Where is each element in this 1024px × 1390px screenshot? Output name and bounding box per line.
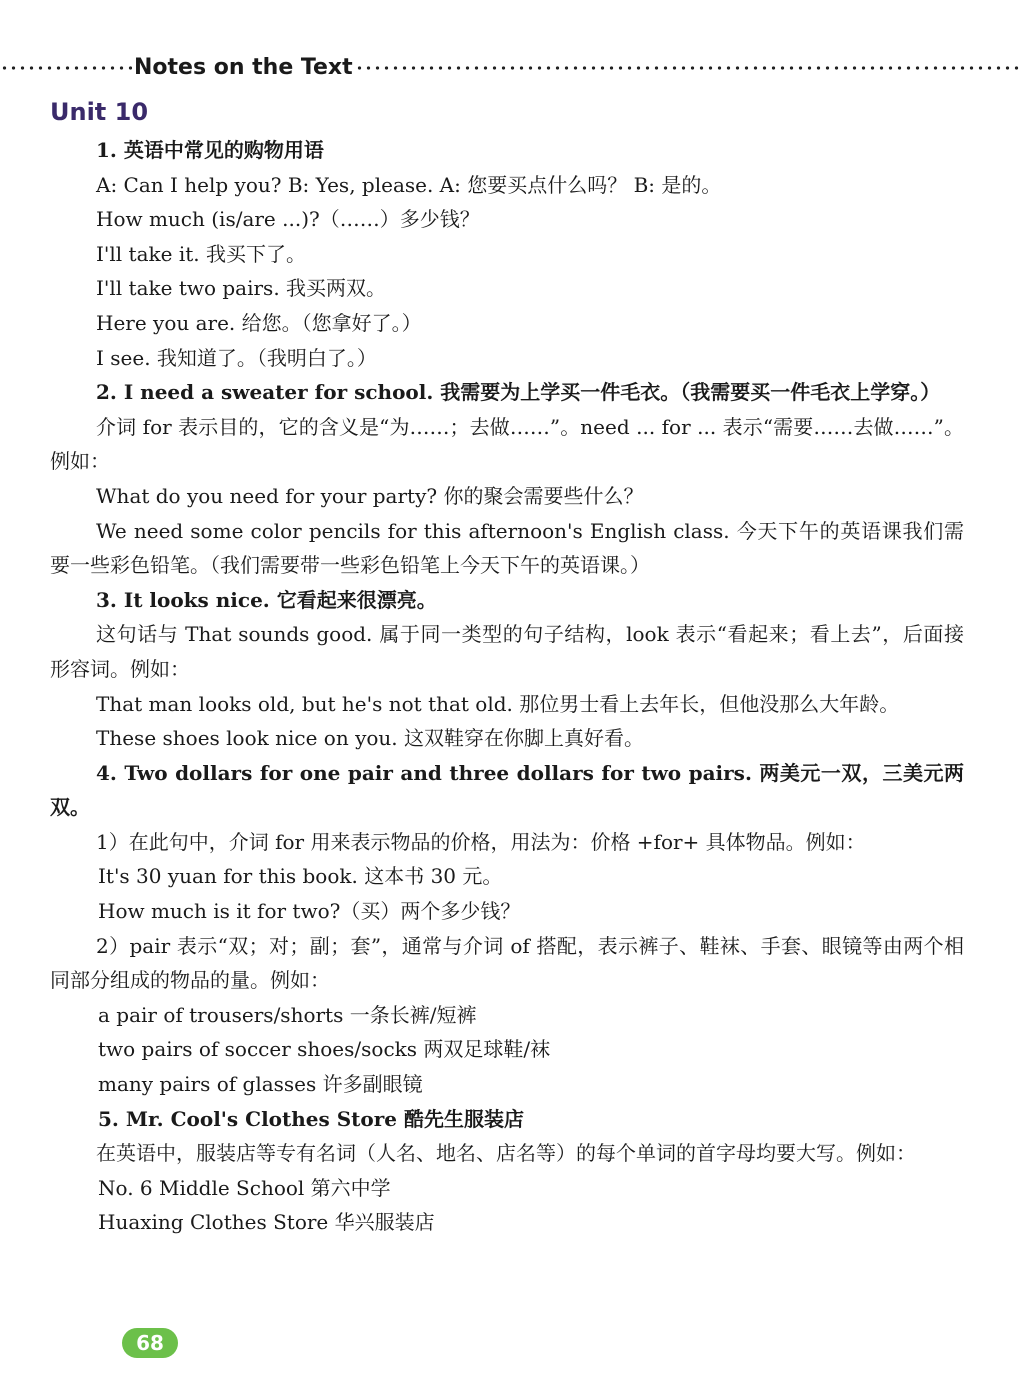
note-3-heading: 3. It looks nice. 它看起来很漂亮。 [96, 587, 437, 612]
example-line: I'll take two pairs. 我买两双。 [96, 276, 387, 301]
explanation-paragraph: 介词 for 表示目的，它的含义是“为……；去做……”。need ... for ... 表示“需要……去做……”。例如： [50, 414, 964, 474]
example-line: A: Can I help you? B: Yes, please. A: 您要买点什么吗？ B: 是的。 [96, 172, 722, 197]
note-5-heading: 5. Mr. Cool's Clothes Store 酷先生服装店 [98, 1106, 524, 1131]
header-title: Notes on the Text [134, 54, 353, 80]
example-line: I'll take it. 我买下了。 [96, 241, 306, 266]
explanation-line: 1）在此句中，介词 for 用来表示物品的价格，用法为：价格 +for+ 具体物品。例如： [96, 829, 866, 854]
note-2-heading: 2. I need a sweater for school. 我需要为上学买一件毛衣。（我需要买一件毛衣上学穿。） [96, 380, 941, 405]
example-line: many pairs of glasses 许多副眼镜 [98, 1072, 423, 1097]
note-4-heading: 4. Two dollars for one pair and three dollars for two pairs. 两美元一双，三美元两双。 [50, 760, 964, 820]
explanation-paragraph: 在英语中，服装店等专有名词（人名、地名、店名等）的每个单词的首字母均要大写。例如： [96, 1141, 916, 1166]
unit-heading: Unit 10 [50, 98, 149, 126]
header-dots-right [355, 66, 1022, 70]
header-dots-left [0, 66, 132, 70]
explanation-paragraph: 2）pair 表示“双；对；副；套”，通常与介词 of 搭配，表示裤子、鞋袜、手套、眼镜等由两个相同部分组成的物品的量。例如： [50, 933, 964, 993]
example-line: No. 6 Middle School 第六中学 [98, 1175, 391, 1200]
note-1-heading: 1. 英语中常见的购物用语 [96, 138, 324, 162]
example-paragraph: We need some color pencils for this afternoon's English class. 今天下午的英语课我们需要一些彩色铅笔。（我们需要带一些彩色铅笔上今天下午的英语课。） [50, 518, 964, 578]
example-line: How much (is/are ...)?（……）多少钱？ [96, 207, 480, 232]
example-line: Here you are. 给您。（您拿好了。） [96, 310, 422, 335]
example-line: Huaxing Clothes Store 华兴服装店 [98, 1210, 435, 1235]
example-line: These shoes look nice on you. 这双鞋穿在你脚上真好看。 [96, 726, 644, 751]
explanation-paragraph: 这句话与 That sounds good. 属于同一类型的句子结构，look 表示“看起来；看上去”，后面接形容词。例如： [50, 622, 964, 681]
example-line: two pairs of soccer shoes/socks 两双足球鞋/袜 [98, 1037, 551, 1062]
running-header [0, 52, 1024, 82]
example-line: I see. 我知道了。（我明白了。） [96, 345, 377, 370]
example-line: a pair of trousers/shorts 一条长裤/短裤 [98, 1002, 477, 1027]
example-line: It's 30 yuan for this book. 这本书 30 元。 [98, 864, 503, 889]
example-line: How much is it for two?（买）两个多少钱？ [98, 899, 521, 924]
example-line: That man looks old, but he's not that old. 那位男士看上去年长，但他没那么大年龄。 [96, 691, 900, 716]
page-number-badge: 68 [122, 1328, 178, 1358]
example-line: What do you need for your party? 你的聚会需要些什么？ [96, 483, 644, 508]
notes-body [50, 133, 964, 1240]
